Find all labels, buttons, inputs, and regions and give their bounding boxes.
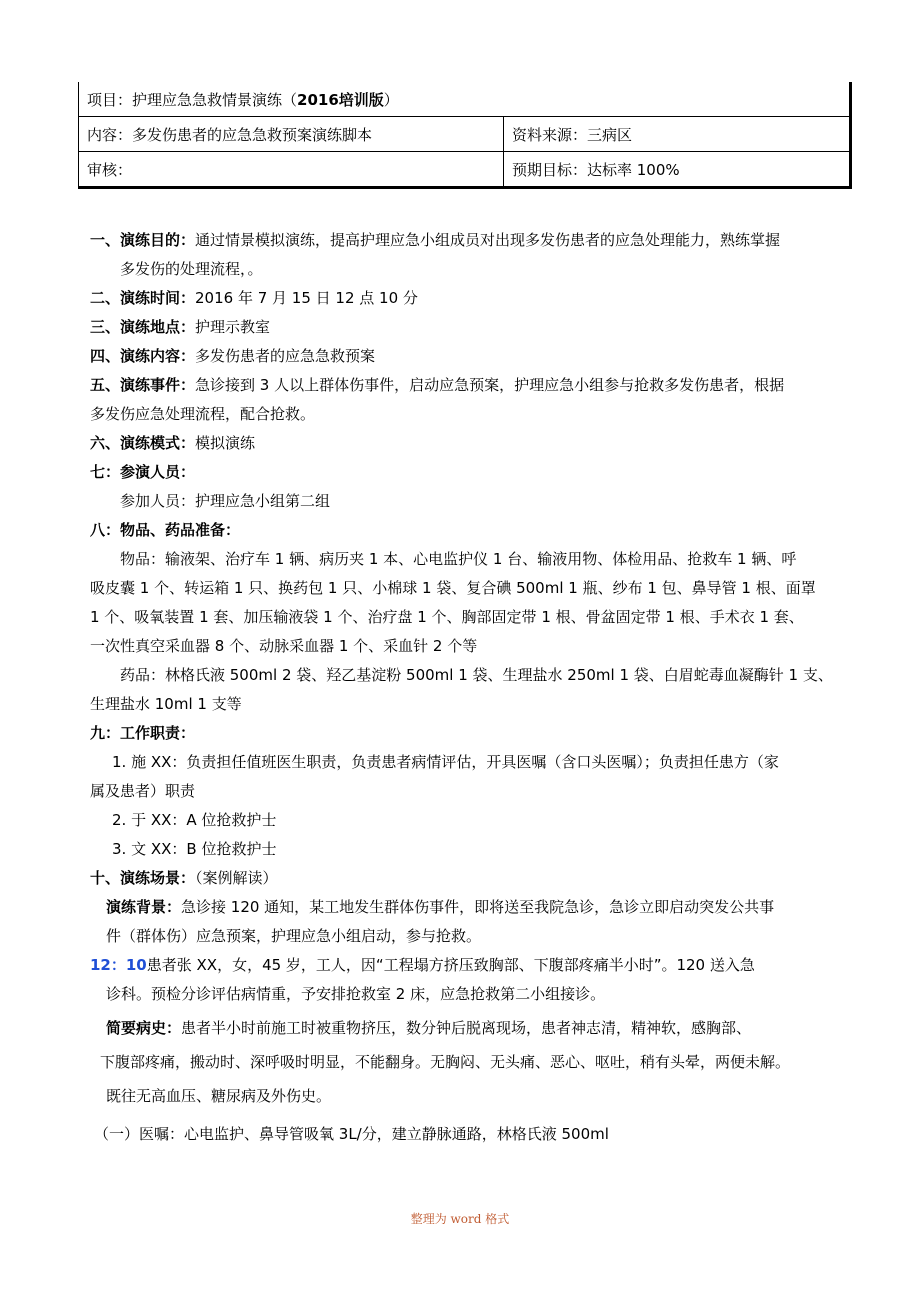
section-text: 多发伤患者的应急急救预案 <box>195 347 376 365</box>
review-cell: 审核： <box>79 152 504 188</box>
section-supplies: 八：物品、药品准备： <box>90 521 241 539</box>
case-line-cont: 诊科。预检分诊评估病情重，予安排抢救室 2 床，应急抢救第二小组接诊。 <box>106 985 606 1003</box>
section-heading: 演练背景： <box>106 898 182 916</box>
section-heading: 五、演练事件： <box>90 376 196 394</box>
section-text: 护理示教室 <box>195 318 271 336</box>
footer-note: 整理为 word 格式 <box>410 1212 510 1226</box>
section-heading: 三、演练地点： <box>90 318 196 336</box>
section-location <box>90 317 920 337</box>
table-row <box>79 117 851 152</box>
supplies-line: 一次性真空采血器 8 个、动脉采血器 1 个、采血针 2 个等 <box>90 637 478 655</box>
section-duties: 九：工作职责： <box>90 724 196 742</box>
project-label: 项目：护理应急急救情景演练（ <box>87 90 298 109</box>
section-event-cont: 多发伤应急处理流程，配合抢救。 <box>90 405 316 423</box>
section-purpose-cont: 多发伤的处理流程，。 <box>120 260 263 278</box>
supplies-line: 1 个、吸氧装置 1 套、加压输液袋 1 个、治疗盘 1 个、胸部固定带 1 根、骨盆固定带 1 根、手术衣 1 套、 <box>90 608 804 626</box>
section-time <box>90 288 920 308</box>
section-heading: 一、演练目的： <box>90 231 196 249</box>
section-purpose <box>90 230 920 250</box>
project-edition: 2016培训版 <box>297 90 384 109</box>
history-line-3: 既往无高血压、糖尿病及外伤史。 <box>106 1087 332 1105</box>
drugs-line: 药品：林格氏液 500ml 2 袋、羟乙基淀粉 500ml 1 袋、生理盐水 250ml 1 袋、白眉蛇毒血凝酶针 1 支、 <box>120 666 833 684</box>
history-line <box>106 1018 920 1038</box>
section-text: （案例解读） <box>195 869 278 887</box>
case-line <box>90 955 920 975</box>
section-participants: 七：参演人员： <box>90 463 196 481</box>
section-heading: 简要病史： <box>106 1019 182 1037</box>
source-cell: 资料来源：三病区 <box>504 117 851 152</box>
case-text: 患者张 XX，女，45 岁，工人，因“工程塌方挤压致胸部、下腹部疼痛半小时”。120 送入急 <box>146 956 755 974</box>
table-row <box>79 152 851 188</box>
table-row <box>79 82 851 117</box>
section-heading: 二、演练时间： <box>90 289 196 307</box>
project-cell <box>79 82 851 117</box>
section-heading: 十、演练场景： <box>90 869 196 887</box>
section-text: 通过情景模拟演练，提高护理应急小组成员对出现多发伤患者的应急处理能力，熟练掌握 <box>195 231 781 249</box>
section-event <box>90 375 920 395</box>
history-line-2: 下腹部疼痛，搬动时、深呼吸时明显，不能翻身。无胸闷、无头痛、恶心、呕吐，稍有头晕，两便未解。 <box>100 1053 791 1071</box>
header-table <box>78 82 852 189</box>
duty-item: 1. 施 XX：负责担任值班医生职责，负责患者病情评估，开具医嘱（含口头医嘱）；负责担任患方（家 <box>112 753 779 771</box>
participants-text: 参加人员：护理应急小组第二组 <box>120 492 331 510</box>
scene-background-cont: 件（群体伤）应急预案，护理应急小组启动，参与抢救。 <box>106 927 482 945</box>
section-scene <box>90 868 920 888</box>
case-time: 12：10 <box>90 956 147 974</box>
section-text: 模拟演练 <box>195 434 256 452</box>
section-text: 急诊接 120 通知，某工地发生群体伤事件，即将送至我院急诊，急诊立即启动突发公共事 <box>181 898 775 916</box>
section-content <box>90 346 920 366</box>
medical-order: （一）医嘱：心电监护、鼻导管吸氧 3L/分，建立静脉通路，林格氏液 500ml <box>94 1125 609 1143</box>
section-text: 2016 年 7 月 15 日 12 点 10 分 <box>195 289 418 307</box>
drugs-line: 生理盐水 10ml 1 支等 <box>90 695 242 713</box>
section-mode <box>90 433 920 453</box>
duty-item: 3. 文 XX：B 位抢救护士 <box>112 840 277 858</box>
section-heading: 四、演练内容： <box>90 347 196 365</box>
supplies-line: 吸皮囊 1 个、转运箱 1 只、换药包 1 只、小棉球 1 袋、复合碘 500ml 1 瓶、纱布 1 包、鼻导管 1 根、面罩 <box>90 579 816 597</box>
section-text: 急诊接到 3 人以上群体伤事件，启动应急预案，护理应急小组参与抢救多发伤患者，根据 <box>195 376 785 394</box>
duty-item-cont: 属及患者）职责 <box>90 782 196 800</box>
section-text: 患者半小时前施工时被重物挤压，数分钟后脱离现场，患者神志清，精神软，感胸部、 <box>181 1019 752 1037</box>
duty-item: 2. 于 XX：A 位抢救护士 <box>112 811 277 829</box>
project-suffix: ） <box>383 90 399 109</box>
supplies-line: 物品：输液架、治疗车 1 辆、病历夹 1 本、心电监护仪 1 台、输液用物、体检用品、抢救车 1 辆、呼 <box>120 550 797 568</box>
section-heading: 六、演练模式： <box>90 434 196 452</box>
scene-background <box>106 897 920 917</box>
content-cell: 内容：多发伤患者的应急急救预案演练脚本 <box>79 117 504 152</box>
goal-cell: 预期目标：达标率 100% <box>504 152 851 188</box>
